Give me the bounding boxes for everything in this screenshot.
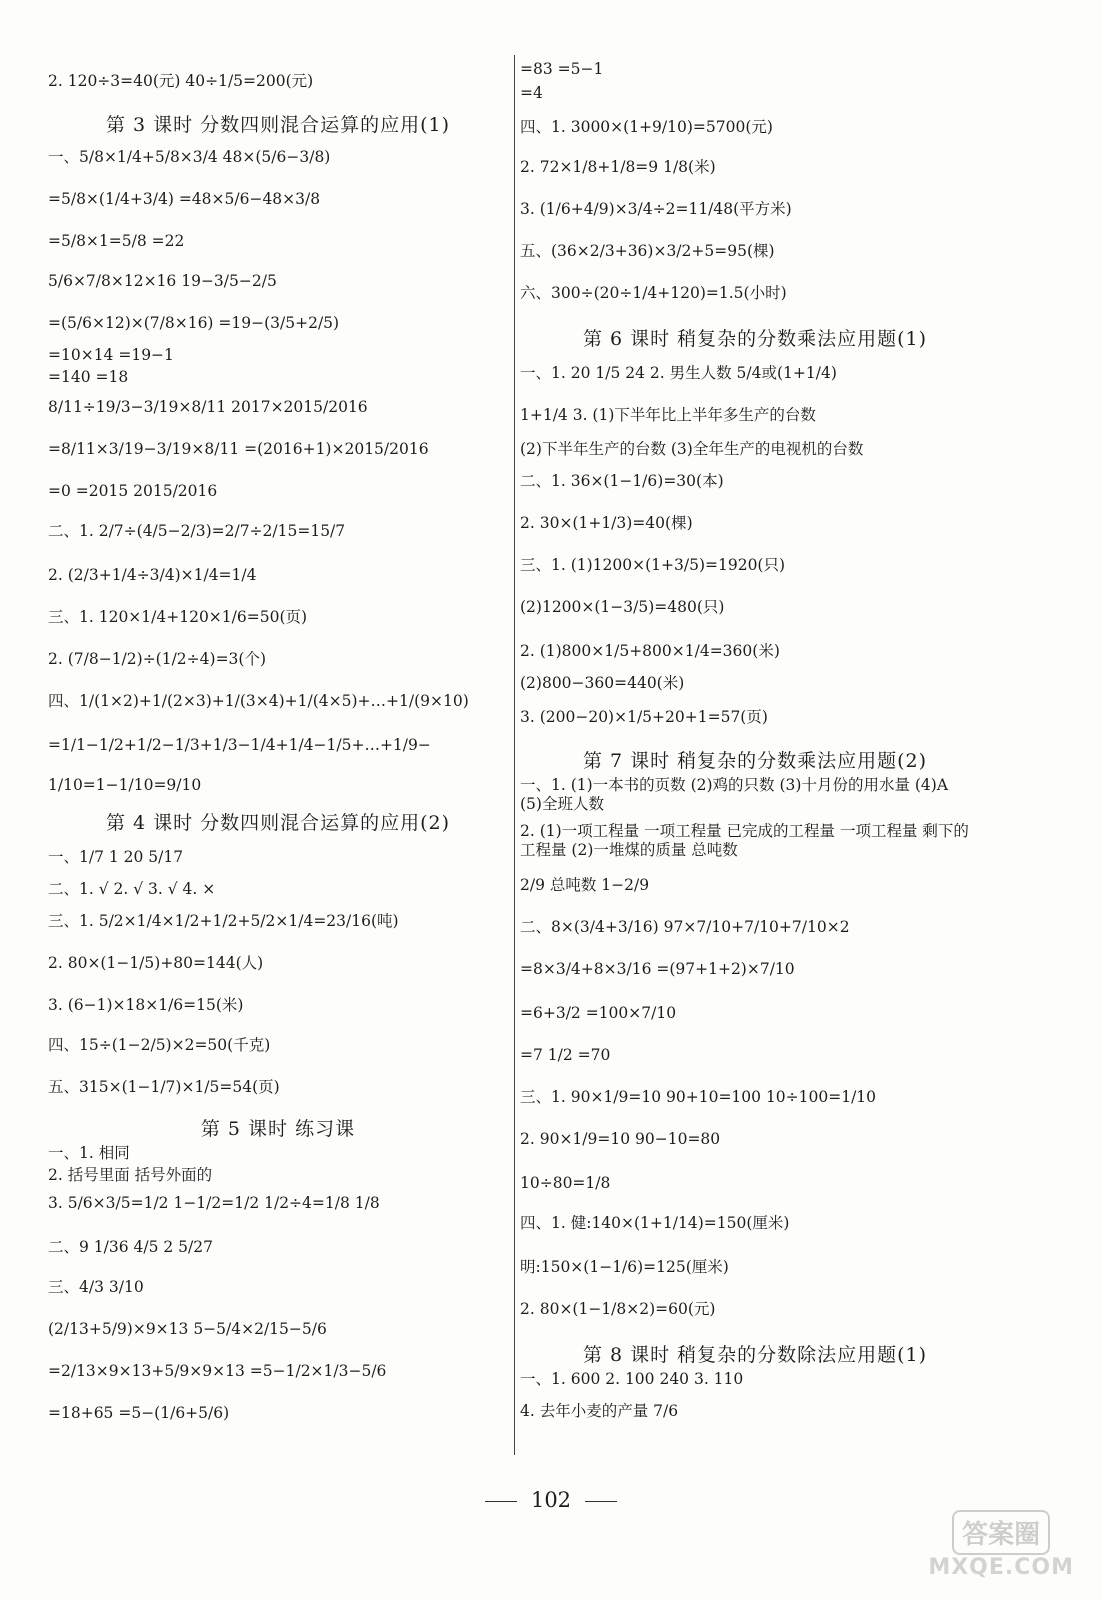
answer-line: =5/8×(1/4+3/4) =48×5/6−48×3/8 — [48, 190, 321, 208]
answer-line: 3. (1/6+4/9)×3/4÷2=11/48(平方米) — [520, 200, 792, 218]
section-heading: 第 8 课时 稍复杂的分数除法应用题(1) — [582, 1344, 928, 1366]
watermark-logo: 答案圈 — [952, 1510, 1050, 1555]
answer-line: =4 — [520, 84, 543, 102]
section-heading: 第 6 课时 稍复杂的分数乘法应用题(1) — [582, 328, 928, 350]
answer-line: 二、8×(3/4+3/16) 97×7/10+7/10+7/10×2 — [520, 918, 850, 936]
answer-line: 一、1/7 1 20 5/17 — [48, 848, 184, 866]
answer-line: 2. 72×1/8+1/8=9 1/8(米) — [520, 158, 716, 176]
answer-line: =2/13×9×13+5/9×9×13 =5−1/2×1/3−5/6 — [48, 1362, 387, 1380]
answer-line: =1/1−1/2+1/2−1/3+1/3−1/4+1/4−1/5+…+1/9− — [48, 736, 431, 754]
answer-line: 3. (6−1)×18×1/6=15(米) — [48, 996, 244, 1014]
answer-line: 2. 80×(1−1/8×2)=60(元) — [520, 1300, 716, 1318]
answer-line: 二、9 1/36 4/5 2 5/27 — [48, 1238, 213, 1256]
answer-line: 2. 80×(1−1/5)+80=144(人) — [48, 954, 264, 972]
watermark — [928, 1510, 1074, 1580]
answer-line: 4. 去年小麦的产量 7/6 — [520, 1402, 679, 1420]
page-number-dash-left — [485, 1501, 517, 1502]
answer-line: 三、4/3 3/10 — [48, 1278, 144, 1296]
column-divider — [514, 55, 515, 1455]
answer-line: =8/11×3/19−3/19×8/11 =(2016+1)×2015/2016 — [48, 440, 429, 458]
answer-line: 一、5/8×1/4+5/8×3/4 48×(5/6−3/8) — [48, 148, 331, 166]
answer-line: 2/9 总吨数 1−2/9 — [520, 876, 650, 894]
answer-line: =(5/6×12)×(7/8×16) =19−(3/5+2/5) — [48, 314, 340, 332]
answer-line: 四、1/(1×2)+1/(2×3)+1/(3×4)+1/(4×5)+…+1/(9×10) — [48, 692, 469, 710]
answer-line: =140 =18 — [48, 368, 129, 386]
answer-line: 2. 30×(1+1/3)=40(棵) — [520, 514, 693, 532]
answer-line: 四、1. 3000×(1+9/10)=5700(元) — [520, 118, 773, 136]
answer-line: 5/6×7/8×12×16 19−3/5−2/5 — [48, 272, 277, 290]
answer-line: 2. 括号里面 括号外面的 — [48, 1166, 213, 1184]
answer-line: 2. (1)800×1/5+800×1/4=360(米) — [520, 642, 780, 660]
page-number — [0, 1488, 1102, 1512]
answer-line: 2. 90×1/9=10 90−10=80 — [520, 1130, 721, 1148]
answer-line: 2. (2/3+1/4÷3/4)×1/4=1/4 — [48, 566, 257, 584]
answer-line: 三、1. 90×1/9=10 90+10=100 10÷100=1/10 — [520, 1088, 877, 1106]
section-heading: 第 4 课时 分数四则混合运算的应用(2) — [105, 812, 451, 834]
answer-line: 三、1. (1)1200×(1+3/5)=1920(只) — [520, 556, 786, 574]
answer-line: 一、1. (1)一本书的页数 (2)鸡的只数 (3)十月份的用水量 (4)A (5)全班人数 — [520, 776, 949, 813]
answer-line: 一、1. 相同 — [48, 1144, 130, 1162]
answer-line: 六、300÷(20÷1/4+120)=1.5(小时) — [520, 284, 787, 302]
answer-line: 二、1. √ 2. √ 3. √ 4. × — [48, 880, 216, 898]
answer-line: 2. 120÷3=40(元) 40÷1/5=200(元) — [48, 72, 314, 90]
answer-line: 1/10=1−1/10=9/10 — [48, 776, 202, 794]
section-heading: 第 7 课时 稍复杂的分数乘法应用题(2) — [582, 750, 928, 772]
answer-line: 一、1. 20 1/5 24 2. 男生人数 5/4或(1+1/4) — [520, 364, 837, 382]
answer-line: 2. (7/8−1/2)÷(1/2÷4)=3(个) — [48, 650, 267, 668]
answer-line: 二、1. 2/7÷(4/5−2/3)=2/7÷2/15=15/7 — [48, 522, 346, 540]
answer-line: =10×14 =19−1 — [48, 346, 174, 364]
answer-line: 二、1. 36×(1−1/6)=30(本) — [520, 472, 724, 490]
answer-line: 8/11÷19/3−3/19×8/11 2017×2015/2016 — [48, 398, 368, 416]
answer-line: 3. (200−20)×1/5+20+1=57(页) — [520, 708, 768, 726]
answer-line: 三、1. 120×1/4+120×1/6=50(页) — [48, 608, 308, 626]
answer-line: 三、1. 5/2×1/4×1/2+1/2+5/2×1/4=23/16(吨) — [48, 912, 399, 930]
section-heading: 第 5 课时 练习课 — [200, 1118, 356, 1140]
answer-line: =18+65 =5−(1/6+5/6) — [48, 1404, 230, 1422]
answer-line: =7 1/2 =70 — [520, 1046, 611, 1064]
answer-line: =5/8×1=5/8 =22 — [48, 232, 185, 250]
answer-line: 一、1. 600 2. 100 240 3. 110 — [520, 1370, 744, 1388]
answer-line: 1+1/4 3. (1)下半年比上半年多生产的台数 — [520, 406, 816, 424]
answer-line: =0 =2015 2015/2016 — [48, 482, 218, 500]
answer-line: =83 =5−1 — [520, 60, 604, 78]
page-number-dash-right — [585, 1501, 617, 1502]
answer-line: (2)下半年生产的台数 (3)全年生产的电视机的台数 — [520, 440, 864, 458]
answer-line: 3. 5/6×3/5=1/2 1−1/2=1/2 1/2÷4=1/8 1/8 — [48, 1194, 380, 1212]
answer-line: 四、1. 健:140×(1+1/14)=150(厘米) — [520, 1214, 790, 1232]
answer-line: (2)1200×(1−3/5)=480(只) — [520, 598, 725, 616]
answer-line: 明:150×(1−1/6)=125(厘米) — [520, 1258, 729, 1276]
watermark-site: MXQE.COM — [928, 1555, 1074, 1580]
section-heading: 第 3 课时 分数四则混合运算的应用(1) — [105, 114, 451, 136]
answer-line: 五、315×(1−1/7)×1/5=54(页) — [48, 1078, 280, 1096]
answer-line: 10÷80=1/8 — [520, 1174, 611, 1192]
answer-line: 四、15÷(1−2/5)×2=50(千克) — [48, 1036, 271, 1054]
answer-line: =6+3/2 =100×7/10 — [520, 1004, 677, 1022]
answer-line: (2/13+5/9)×9×13 5−5/4×2/15−5/6 — [48, 1320, 327, 1338]
answer-line: (2)800−360=440(米) — [520, 674, 685, 692]
answer-line: 五、(36×2/3+36)×3/2+5=95(棵) — [520, 242, 775, 260]
page-number-text: 102 — [530, 1488, 572, 1512]
answer-line: =8×3/4+8×3/16 =(97+1+2)×7/10 — [520, 960, 795, 978]
answer-line: 2. (1)一项工程量 一项工程量 已完成的工程量 一项工程量 剩下的工程量 (2)一堆煤的质量 总吨数 — [520, 822, 969, 859]
